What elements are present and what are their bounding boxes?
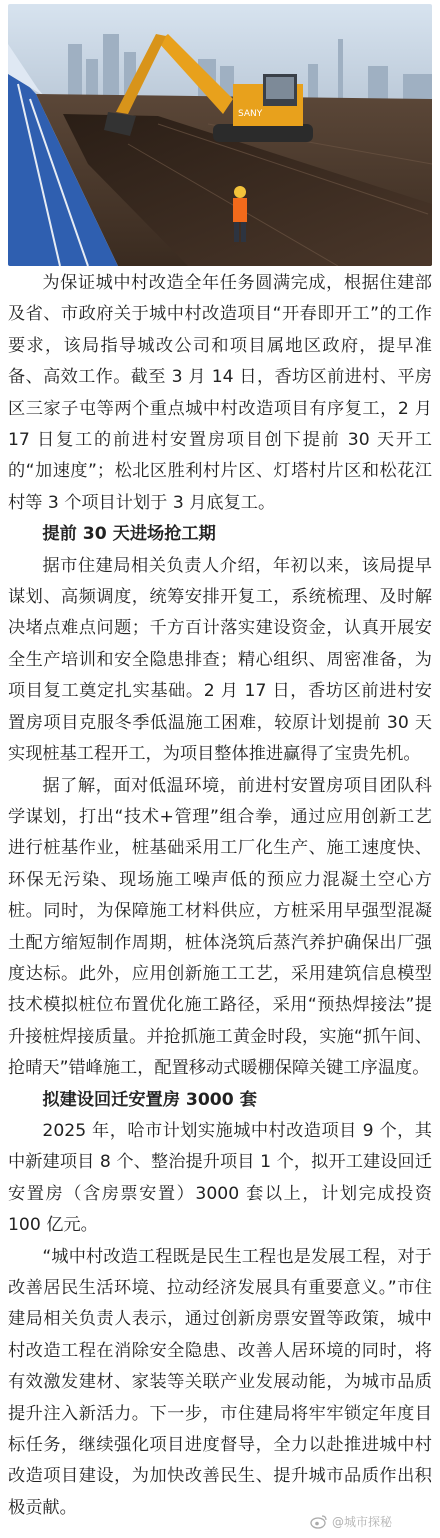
- section-heading-1: 提前 30 天进场抢工期: [42, 524, 216, 545]
- paragraph-3: 据了解，面对低温环境，前进村安置房项目团队科学谋划，打出“技术+管理”组合拳，通过应用创新工艺进行桩基作业，桩基础采用工厂化生产、施工速度快、环保无污染、现场施工噪声低的预应力混凝土空心方桩。同时，为保障施工材料供应，方桩采用早强型混凝土配方缩短制作周期，桩体浇筑后蒸汽养护确保出厂强度达标。此外，应用创新施工工艺，采用建筑信息模型技术模拟桩位布置优化施工路径，采用“预热焊接法”提升接桩焊接质量。并抢抓施工黄金时段，实施“抓午间、抢晴天”错峰施工，配置移动式暖棚保障关键工序温度。: [8, 775, 432, 1079]
- paragraph-2: 据市住建局相关负责人介绍，年初以来，该局提早谋划、高频调度，统筹安排开复工，系统梳理、及时解决堵点难点问题；千方百计落实建设资金，认真开展安全生产培训和安全隐患排查；精心组织、周密准备，为项目复工奠定扎实基础。2 月 17 日，香坊区前进村安置房项目克服冬季低温施工困难，较原计划提前 30 天实现桩基工程开工，为项目整体推进赢得了宝贵先机。: [8, 555, 432, 765]
- paragraph-4: 2025 年，哈市计划实施城中村改造项目 9 个，其中新建项目 8 个、整治提升项目 1 个，拟开工建设回迁安置房（含房票安置）3000 套以上，计划完成投资 100 亿元。: [8, 1120, 432, 1236]
- section-heading-2: 拟建设回迁安置房 3000 套: [42, 1089, 257, 1110]
- watermark-text: @城市探秘: [332, 1514, 393, 1529]
- article-body: [8, 268, 432, 1524]
- paragraph-5: “城中村改造工程既是民生工程也是发展工程，对于改善居民生活环境、拉动经济发展具有重要意义。”市住建局相关负责人表示，通过创新房票安置等政策，城中村改造工程在消除安全隐患、改善人居环境的同时，将有效激发建材、家装等关联产业发展动能，为城市品质提升注入新活力。下一步，市住建局将牢牢锁定年度目标任务，继续强化项目进度督导，全力以赴推进城中村改造项目建设，为加快改善民生、提升城市品质作出积极贡献。: [8, 1246, 432, 1518]
- paragraph-intro: 为保证城中村改造全年任务圆满完成，根据住建部及省、市政府关于城中村改造项目“开春即开工”的工作要求，该局指导城改公司和项目属地区政府，提早准备、高效工作。截至 3 月 14 日，香坊区前进村、平房区三家子屯等两个重点城中村改造项目有序复工，2 月 17 日复工的前进村安置房项目创下提前 30 天开工的“加速度”；松北区胜利村片区、灯塔村片区和松花江村等 3 个项目计划于 3 月底复工。: [8, 273, 432, 513]
- construction-site-photo: [8, 4, 432, 266]
- weibo-icon: [310, 1514, 328, 1529]
- svg-text:SANY: SANY: [238, 109, 263, 119]
- watermark: [310, 1510, 392, 1532]
